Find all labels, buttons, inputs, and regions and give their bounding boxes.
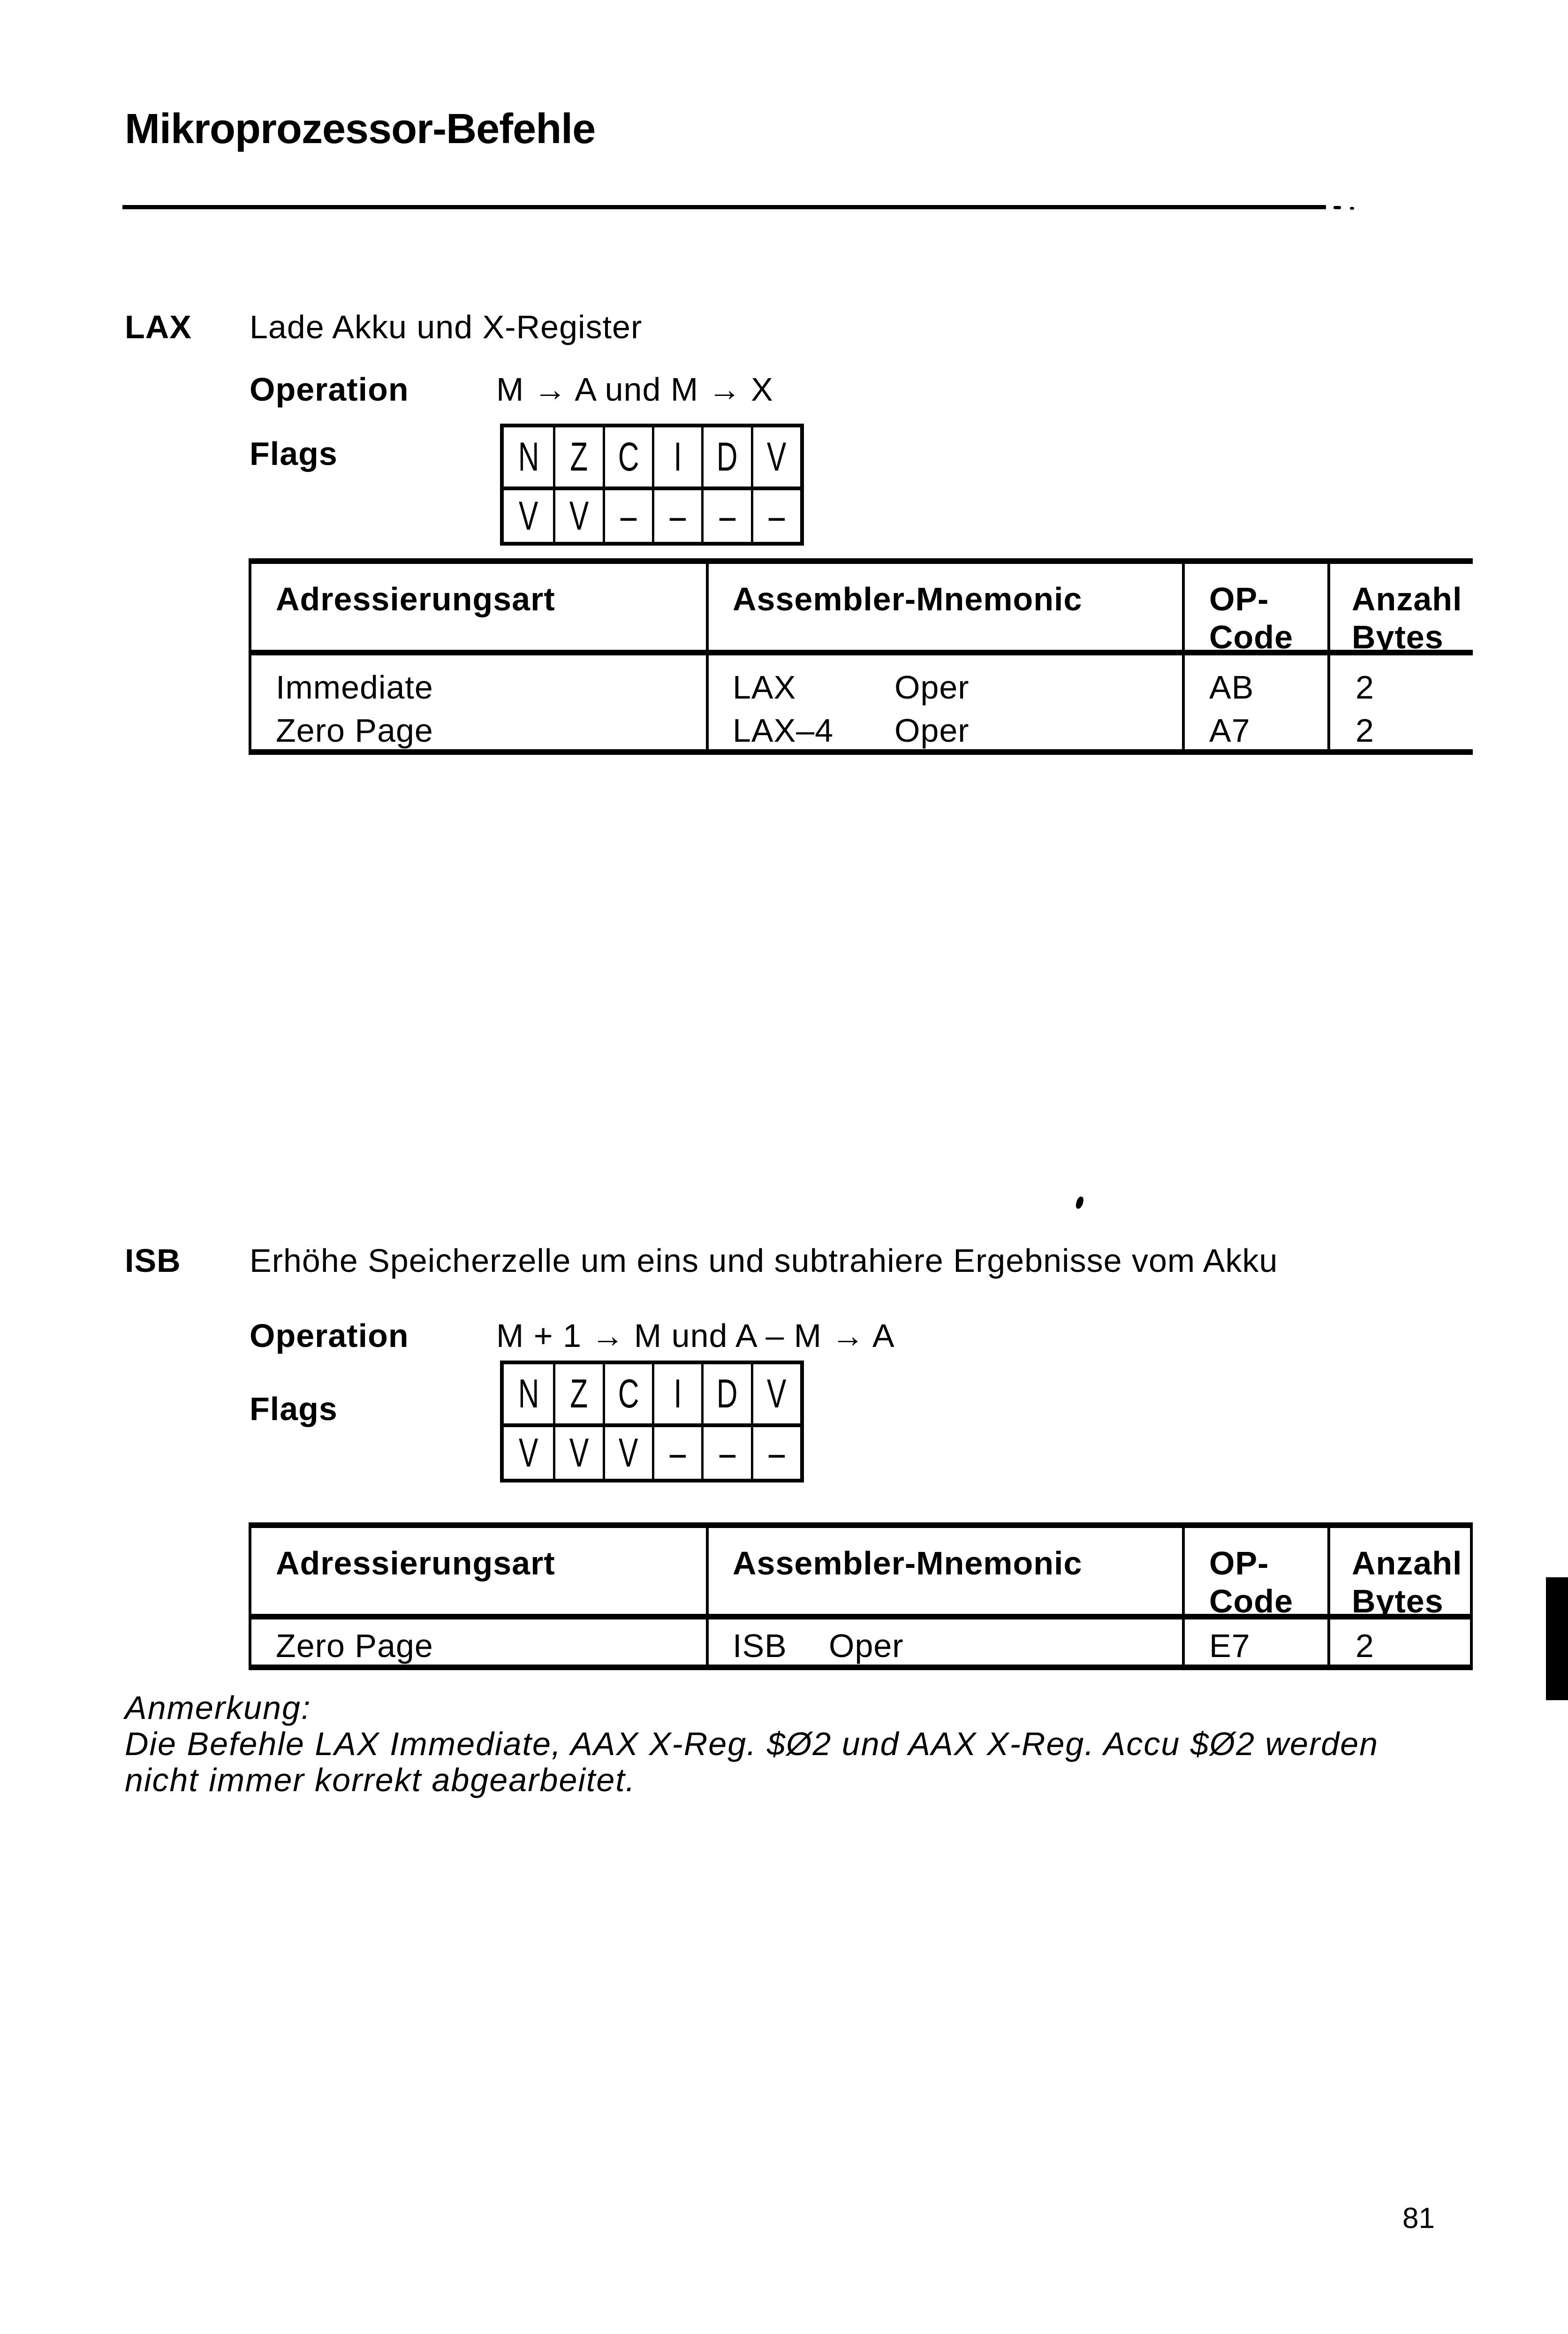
cell-addressing-mode: Zero Page xyxy=(276,712,433,749)
cell-bytes: 2 xyxy=(1356,1627,1374,1664)
flag-header-cell xyxy=(751,427,800,490)
table-border xyxy=(249,1522,1473,1528)
table-border xyxy=(1182,558,1185,755)
flag-value: – xyxy=(669,494,686,539)
column-header-bytes-line1: Anzahl xyxy=(1352,581,1462,617)
thumb-index-tab xyxy=(1546,1577,1568,1700)
flag-value-cell xyxy=(652,1427,701,1479)
table-border xyxy=(1327,1522,1330,1670)
column-header-mode: Adressierungsart xyxy=(276,581,555,617)
cell-operand: Oper xyxy=(894,712,970,749)
flag-letter: D xyxy=(717,1371,738,1416)
flag-letter: Z xyxy=(570,434,588,479)
flag-header-cell xyxy=(751,1364,800,1427)
flag-header-cell xyxy=(652,1364,701,1427)
flag-letter: V xyxy=(767,434,787,479)
table-border xyxy=(1182,1522,1185,1670)
cell-mnemonic: LAX xyxy=(733,669,796,706)
flag-value-cell xyxy=(701,490,750,542)
note-line: Die Befehle LAX Immediate, AAX X-Reg. $Ø2 und AAX X-Reg. Accu $Ø2 werden xyxy=(125,1726,1379,1762)
cell-opcode: E7 xyxy=(1209,1627,1250,1664)
flag-header-cell xyxy=(603,1364,652,1427)
flag-value-cell xyxy=(553,490,602,542)
column-header-opcode-line1: OP- xyxy=(1209,1545,1269,1581)
addressing-table xyxy=(249,1522,1473,1670)
flag-letter: C xyxy=(618,434,639,479)
instruction-description: Erhöhe Speicherzelle um eins und subtrahiere Ergebnisse vom Akku xyxy=(250,1242,1278,1279)
flag-value: V xyxy=(569,494,589,539)
rule-dot xyxy=(1333,206,1341,209)
flag-header-cell xyxy=(603,427,652,490)
operation-value: M + 1 → M und A – M → A xyxy=(496,1317,895,1354)
rule-dot xyxy=(1350,207,1354,210)
table-border xyxy=(706,1522,709,1670)
flag-value: – xyxy=(768,494,785,539)
table-border xyxy=(249,558,251,755)
page-title: Mikroprozessor-Befehle xyxy=(125,106,596,152)
flag-value: V xyxy=(569,1430,589,1475)
table-border xyxy=(706,558,709,755)
note-block xyxy=(125,1690,1379,1798)
flag-letter: D xyxy=(717,434,738,479)
table-border xyxy=(249,558,1473,564)
flag-letter: Z xyxy=(570,1371,588,1416)
flag-header-cell xyxy=(652,427,701,490)
operation-label: Operation xyxy=(250,1317,409,1354)
cell-addressing-mode: Immediate xyxy=(276,669,433,706)
flag-header-cell xyxy=(553,427,602,490)
table-border xyxy=(249,749,1473,755)
flag-value: – xyxy=(620,494,637,539)
flag-value-cell xyxy=(751,490,800,542)
flag-value-cell xyxy=(603,490,652,542)
cell-mnemonic: LAX–4 xyxy=(733,712,834,749)
flag-header-cell xyxy=(504,1364,553,1427)
flag-value-cell xyxy=(751,1427,800,1479)
cell-operand: Oper xyxy=(829,1627,904,1664)
flag-value-cell xyxy=(553,1427,602,1479)
flags-label: Flags xyxy=(250,435,338,472)
cell-opcode: A7 xyxy=(1209,712,1250,749)
column-header-opcode-line2: Code xyxy=(1209,1583,1293,1619)
table-border xyxy=(249,1665,1473,1670)
cell-operand: Oper xyxy=(894,669,970,706)
instruction-mnemonic: ISB xyxy=(125,1242,181,1279)
flags-label: Flags xyxy=(250,1391,338,1427)
flag-value: V xyxy=(619,1430,638,1475)
flag-value: – xyxy=(719,494,735,539)
title-rule xyxy=(122,205,1326,209)
flag-letter: N xyxy=(518,434,539,479)
column-header-opcode-line2: Code xyxy=(1209,619,1293,655)
flag-letter: I xyxy=(674,434,682,479)
note-line: nicht immer korrekt abgearbeitet. xyxy=(125,1762,636,1798)
ink-speck xyxy=(1075,1196,1084,1210)
flag-header-cell xyxy=(553,1364,602,1427)
note-heading: Anmerkung: xyxy=(125,1689,311,1726)
flag-header-cell xyxy=(701,1364,750,1427)
cell-mnemonic: ISB xyxy=(733,1627,787,1664)
addressing-table xyxy=(249,558,1473,755)
flag-value: V xyxy=(519,1430,538,1475)
flag-letter: I xyxy=(674,1371,682,1416)
flag-value-cell xyxy=(504,490,553,542)
cell-addressing-mode: Zero Page xyxy=(276,1627,433,1664)
flag-letter: C xyxy=(618,1371,639,1416)
flag-header-cell xyxy=(504,427,553,490)
page-number: 81 xyxy=(1402,2202,1435,2235)
column-header-bytes-line2: Bytes xyxy=(1352,1583,1444,1619)
flag-letter: N xyxy=(518,1371,539,1416)
flag-letter: V xyxy=(767,1371,787,1416)
flag-value: V xyxy=(519,494,538,539)
flag-header-cell xyxy=(701,427,750,490)
instruction-mnemonic: LAX xyxy=(125,309,192,345)
flag-value-cell xyxy=(504,1427,553,1479)
cell-bytes: 2 xyxy=(1356,712,1374,749)
table-border xyxy=(249,1522,251,1670)
column-header-mode: Adressierungsart xyxy=(276,1545,555,1581)
column-header-bytes-line2: Bytes xyxy=(1352,619,1444,655)
column-header-mnemonic: Assembler-Mnemonic xyxy=(733,1545,1083,1581)
flag-value-cell xyxy=(652,490,701,542)
cell-bytes: 2 xyxy=(1356,669,1374,706)
column-header-mnemonic: Assembler-Mnemonic xyxy=(733,581,1083,617)
cell-opcode: AB xyxy=(1209,669,1254,706)
operation-label: Operation xyxy=(250,371,409,408)
column-header-bytes-line1: Anzahl xyxy=(1352,1545,1462,1581)
flags-table xyxy=(500,1361,804,1483)
operation-value: M → A und M → X xyxy=(496,371,773,408)
table-border xyxy=(1470,1522,1473,1670)
table-border xyxy=(1327,558,1330,755)
flag-value: – xyxy=(669,1430,686,1475)
instruction-description: Lade Akku und X-Register xyxy=(250,309,643,345)
flag-value: – xyxy=(768,1430,785,1475)
column-header-opcode-line1: OP- xyxy=(1209,581,1269,617)
flag-value-cell xyxy=(603,1427,652,1479)
flags-table xyxy=(500,424,804,546)
flag-value-cell xyxy=(701,1427,750,1479)
flag-value: – xyxy=(719,1430,735,1475)
